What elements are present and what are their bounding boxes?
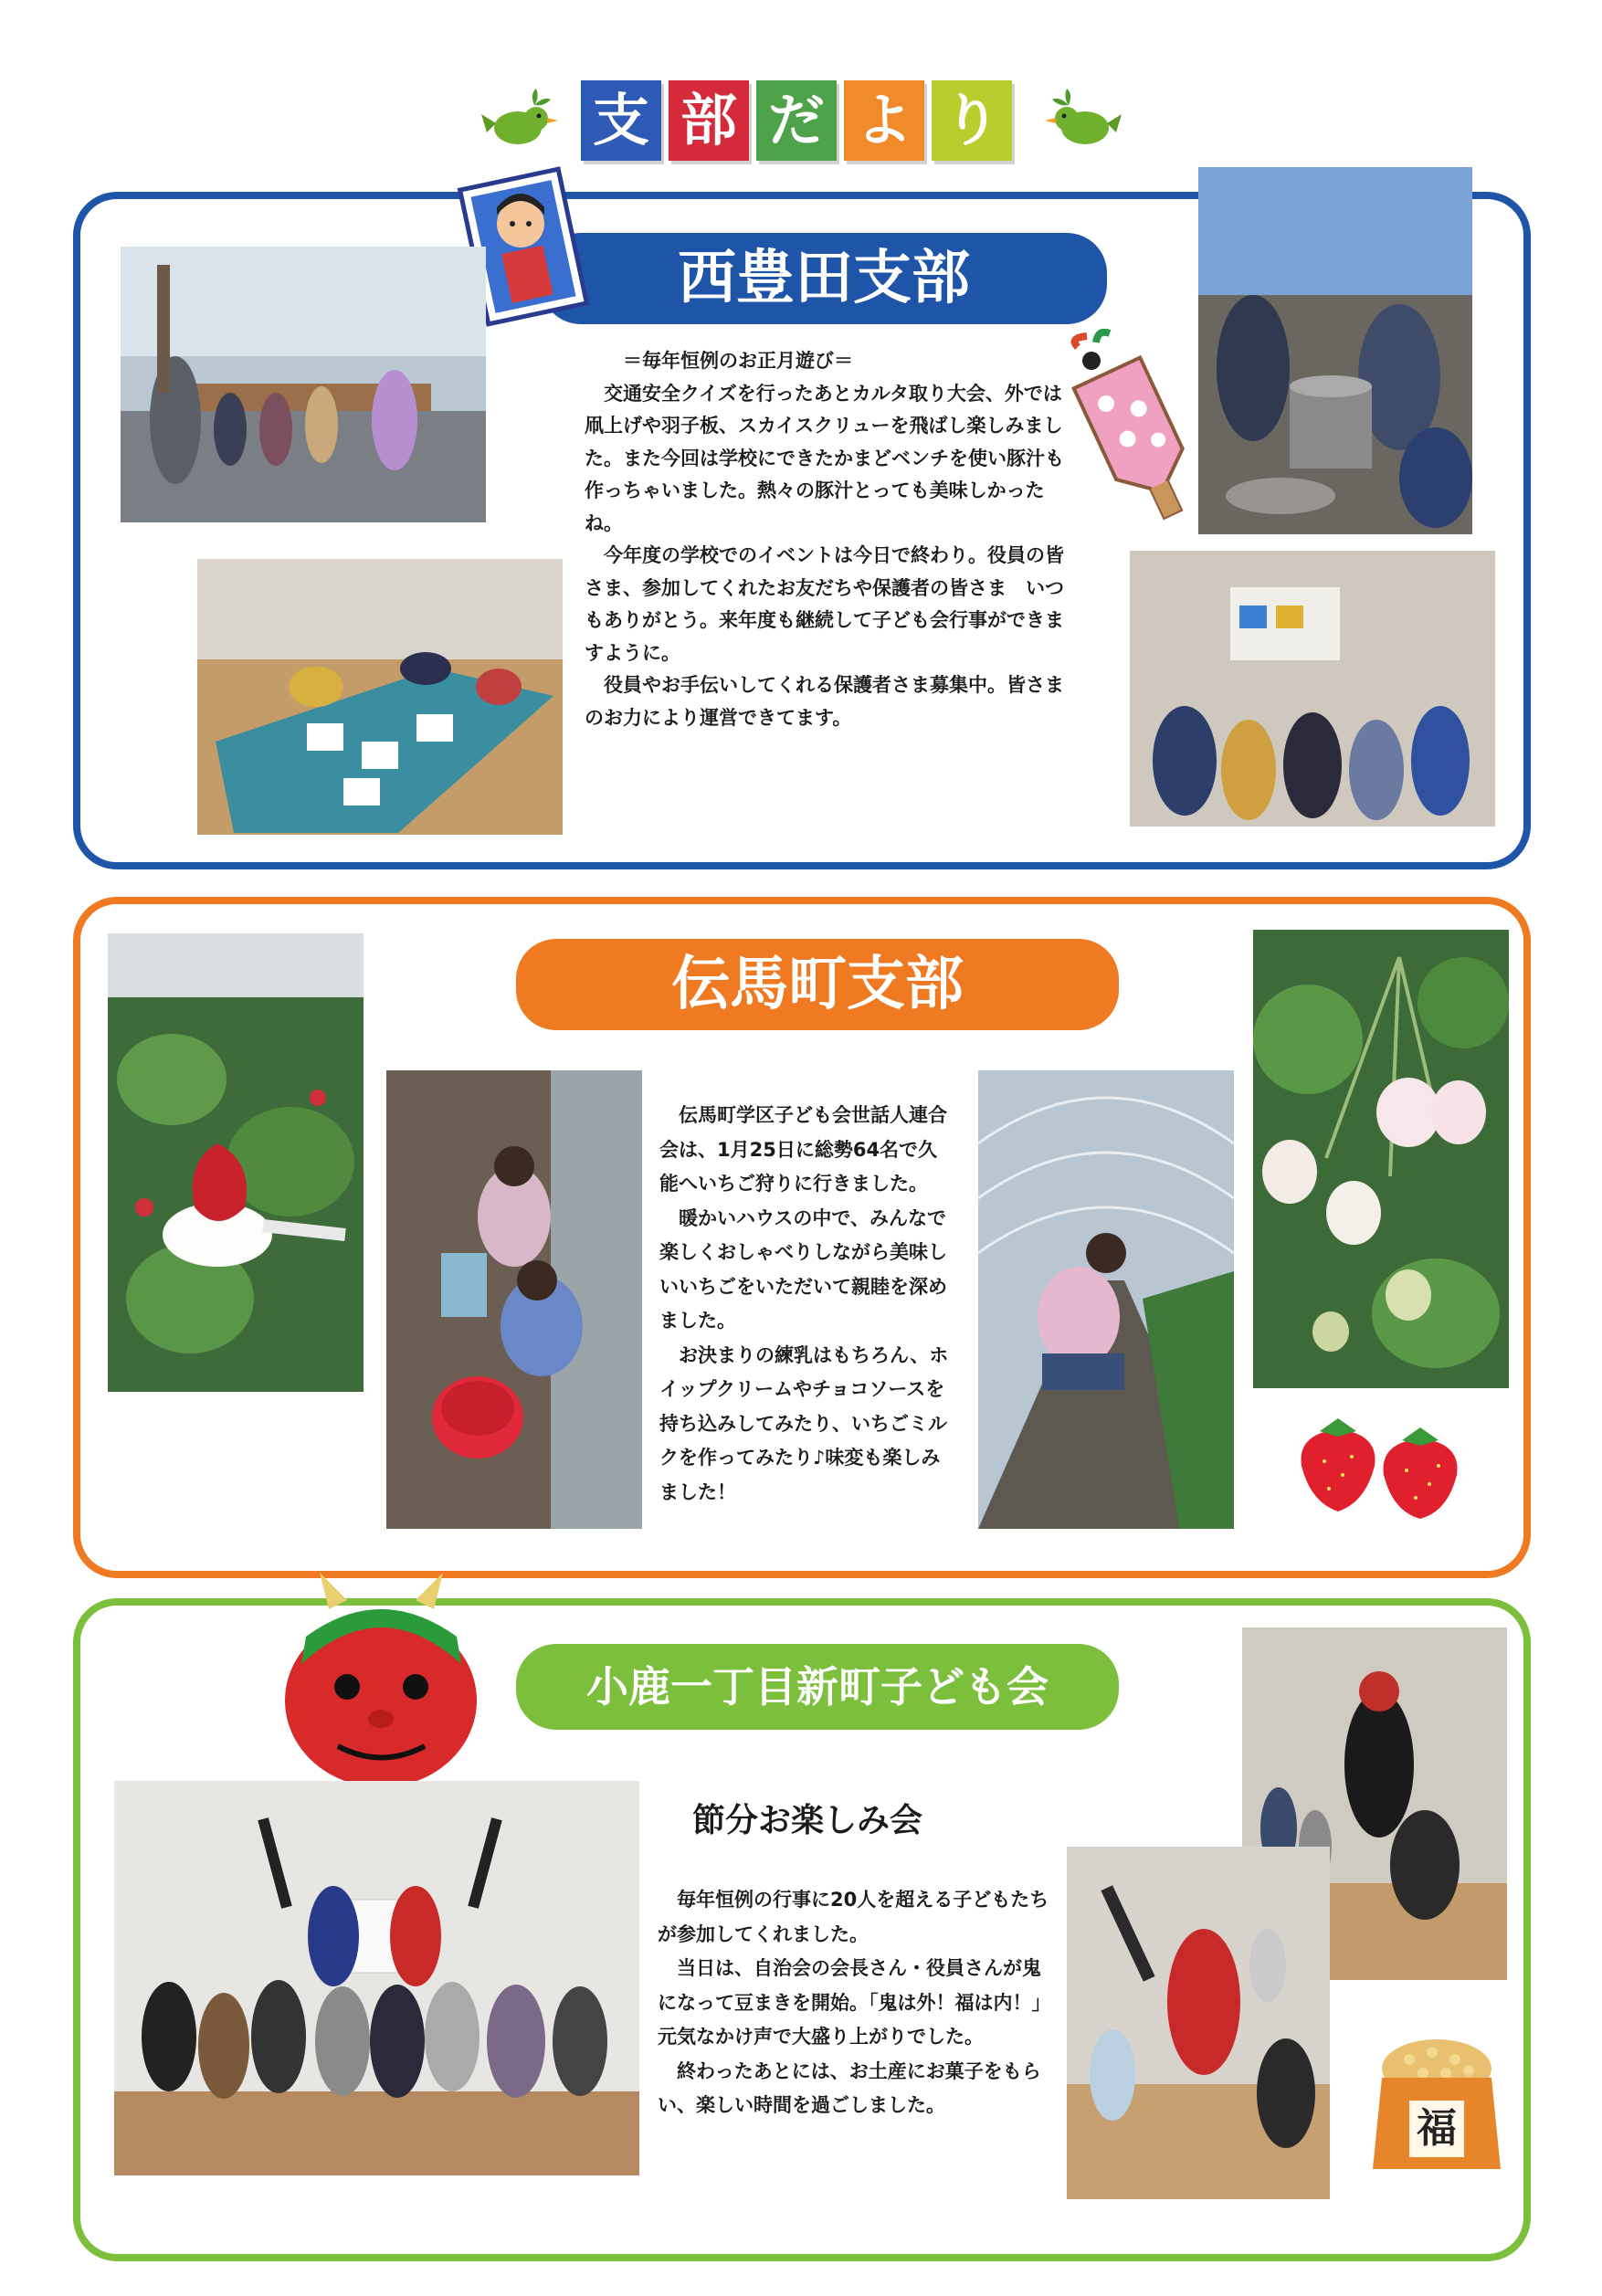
nishitoyota-paragraph-heading: ＝毎年恒例のお正月遊び＝ xyxy=(623,350,853,372)
nishitoyota-title: 西豊田支部 xyxy=(541,233,1107,324)
temma-photo-white-strawberries xyxy=(1253,930,1509,1388)
title-tile-4: よ xyxy=(844,80,924,161)
shishi-photo-oni-kids xyxy=(1067,1847,1330,2199)
shishi-body xyxy=(658,1883,1059,2123)
strawberry-illustration-icon xyxy=(1292,1411,1466,1521)
temma-body xyxy=(659,1099,954,1510)
nishitoyota-paragraph: 今年度の学校でのイベントは今日で終わり。役員の皆さま、参加してくれたお友だちや保護者の皆さま いつもありがとう。来年度も継続して子ども会行事ができますように。 xyxy=(585,544,1064,664)
temma-photo-strawberry-cream xyxy=(108,933,364,1392)
fuku-label: 福 xyxy=(1417,2105,1457,2152)
nishitoyota-paragraph: 交通安全クイズを行ったあとカルタ取り大会、外では凧上げや羽子板、スカイスクリューを飛ばし楽しみました。また今回は学校にできたかまどベンチを使い豚汁も作っちゃいました。熱々の豚汁とっても美味しかったね。 xyxy=(585,382,1064,534)
shishi-title: 小鹿一丁目新町子ども会 xyxy=(516,1644,1119,1730)
nishitoyota-body xyxy=(585,345,1078,734)
bird-right-icon xyxy=(1041,87,1123,151)
shishi-paragraph: 終わったあとには、お土産にお菓子をもらい、楽しい時間を過ごしました。 xyxy=(658,2059,1041,2116)
temma-paragraph: 暖かいハウスの中で、みんなで楽しくおしゃべりしながら美味しいいちごをいただいて親睦を深めました。 xyxy=(659,1206,947,1332)
nishitoyota-photo-karuta xyxy=(197,559,563,835)
title-tile-1: 支 xyxy=(581,80,661,161)
title-tile-2: 部 xyxy=(669,80,749,161)
fuku-bag-illustration-icon xyxy=(1368,2032,1505,2178)
temma-photo-children-picking xyxy=(386,1070,642,1529)
shishi-photo-group xyxy=(114,1781,639,2175)
temma-photo-greenhouse xyxy=(978,1070,1234,1529)
title-tile-3: だ xyxy=(756,80,837,161)
shishi-paragraph: 当日は、自治会の会長さん・役員さんが鬼になって豆まきを開始。「鬼は外！福は内！」元気なかけ声で大盛り上がりでした。 xyxy=(658,1957,1051,2048)
nishitoyota-photo-quiz xyxy=(1130,551,1495,827)
nishitoyota-photo-children-bench xyxy=(121,247,486,522)
temma-paragraph: お決まりの練乳はもちろん、ホイップクリームやチョコソースを持ち込みしてみたり、いちごミルクを作ってみたり♪味変も楽しみました！ xyxy=(659,1343,949,1503)
temma-paragraph: 伝馬町学区子ども会世話人連合会は、1月25日に総勢64名で久能へいちご狩りに行きました。 xyxy=(659,1104,947,1195)
shishi-subtitle: 節分お楽しみ会 xyxy=(692,1802,923,1839)
nishitoyota-photo-tonjiru xyxy=(1198,167,1472,534)
temma-title: 伝馬町支部 xyxy=(516,939,1119,1030)
title-tile-5: り xyxy=(932,80,1012,161)
bird-left-icon xyxy=(480,87,562,151)
nishitoyota-paragraph: 役員やお手伝いしてくれる保護者さま募集中。皆さまのお力により運営できてます。 xyxy=(585,674,1064,729)
oni-illustration-icon xyxy=(274,1573,489,1792)
shishi-paragraph: 毎年恒例の行事に20人を超える子どもたちが参加してくれました。 xyxy=(658,1889,1049,1945)
